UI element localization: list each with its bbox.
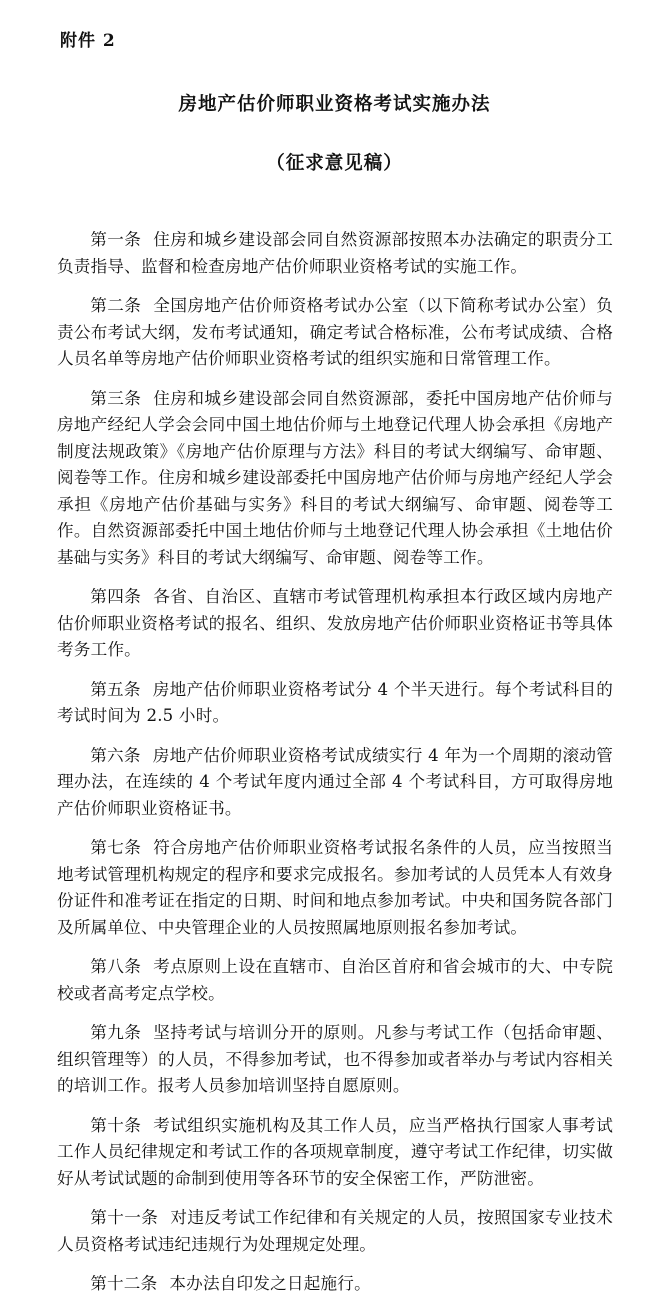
article-text: 坚持考试与培训分开的原则。凡参与考试工作（包括命审题、组织管理等）的人员，不得参加考试，也不得参加或者举办与考试内容相关的培训工作。报考人员参加培训坚持自愿原则。 — [57, 1023, 613, 1095]
article-text: 住房和城乡建设部会同自然资源部按照本办法确定的职责分工负责指导、监督和检查房地产估价师职业资格考试的实施工作。 — [57, 230, 613, 276]
article-7 — [57, 835, 613, 941]
article-text: 对违反考试工作纪律和有关规定的人员，按照国家专业技术人员资格考试违纪违规行为处理规定处理。 — [57, 1208, 613, 1254]
article-text: 房地产估价师职业资格考试成绩实行 4 年为一个周期的滚动管理办法，在连续的 4 个考试年度内通过全部 4 个考试科目，方可取得房地产估价师职业资格证书。 — [57, 745, 613, 818]
attachment-label: 附件 2 — [60, 31, 116, 51]
article-number: 第二条 — [90, 296, 142, 315]
article-number: 第十一条 — [90, 1208, 159, 1227]
article-text: 本办法自印发之日起施行。 — [169, 1274, 371, 1293]
article-11 — [57, 1205, 613, 1258]
article-number: 第六条 — [90, 745, 141, 765]
article-text: 全国房地产估价师资格考试办公室（以下简称考试办公室）负责公布考试大纲，发布考试通知，确定考试合格标准，公布考试成绩、合格人员名单等房地产估价师职业资格考试的组织实施和日常管理工作。 — [57, 296, 613, 368]
article-2 — [57, 293, 613, 373]
article-number: 第七条 — [90, 838, 142, 857]
article-9 — [57, 1020, 613, 1100]
article-6 — [57, 743, 613, 823]
article-text: 考试组织实施机构及其工作人员，应当严格执行国家人事考试工作人员纪律规定和考试工作的各项规章制度，遵守考试工作纪律，切实做好从考试试题的命制到使用等各环节的安全保密工作，严防泄密。 — [57, 1115, 613, 1188]
article-text: 房地产估价师职业资格考试分 4 个半天进行。每个考试科目的考试时间为 2.5 小时。 — [57, 679, 613, 725]
article-number: 第九条 — [90, 1023, 142, 1042]
article-number: 第十条 — [90, 1115, 142, 1135]
article-5 — [57, 677, 613, 730]
article-number: 第五条 — [90, 679, 141, 699]
article-text: 符合房地产估价师职业资格考试报名条件的人员，应当按照当地考试管理机构规定的程序和要求完成报名。参加考试的人员凭本人有效身份证件和准考证在指定的日期、时间和地点参加考试。中央和国务院各部门及所属单位、中央管理企业的人员按照属地原则报名参加考试。 — [57, 838, 613, 937]
article-number: 第一条 — [90, 230, 142, 249]
article-number: 第八条 — [90, 957, 142, 976]
article-number: 第四条 — [90, 587, 142, 606]
document-body — [57, 227, 613, 1311]
article-4 — [57, 584, 613, 664]
article-text: 考点原则上设在直辖市、自治区首府和省会城市的大、中专院校或者高考定点学校。 — [57, 957, 613, 1003]
article-text: 各省、自治区、直辖市考试管理机构承担本行政区域内房地产估价师职业资格考试的报名、组织、发放房地产估价师职业资格证书等具体考务工作。 — [57, 587, 613, 659]
article-text: 住房和城乡建设部会同自然资源部，委托中国房地产估价师与房地产经纪人学会会同中国土地估价师与土地登记代理人协会承担《房地产制度法规政策》《房地产估价原理与方法》科目的考试大纲编写、命审题、阅卷等工作。住房和城乡建设部委托中国房地产估价师与房地产经纪人学会承担《房地产估价基础与实务》科目的考试大纲编写、命审题、阅卷等工作。自然资源部委托中国土地估价师与土地登记代理人协会承担《土地估价基础与实务》科目的考试大纲编写、命审题、阅卷等工作。 — [57, 388, 613, 567]
article-number: 第十二条 — [90, 1274, 158, 1293]
article-10 — [57, 1113, 613, 1193]
article-8 — [57, 954, 613, 1007]
article-1 — [57, 227, 613, 280]
document-title: 房地产估价师职业资格考试实施办法 — [178, 94, 491, 115]
document-subtitle: （征求意见稿） — [266, 153, 403, 174]
article-12 — [57, 1271, 613, 1298]
article-number: 第三条 — [90, 388, 142, 408]
article-3 — [57, 386, 613, 572]
